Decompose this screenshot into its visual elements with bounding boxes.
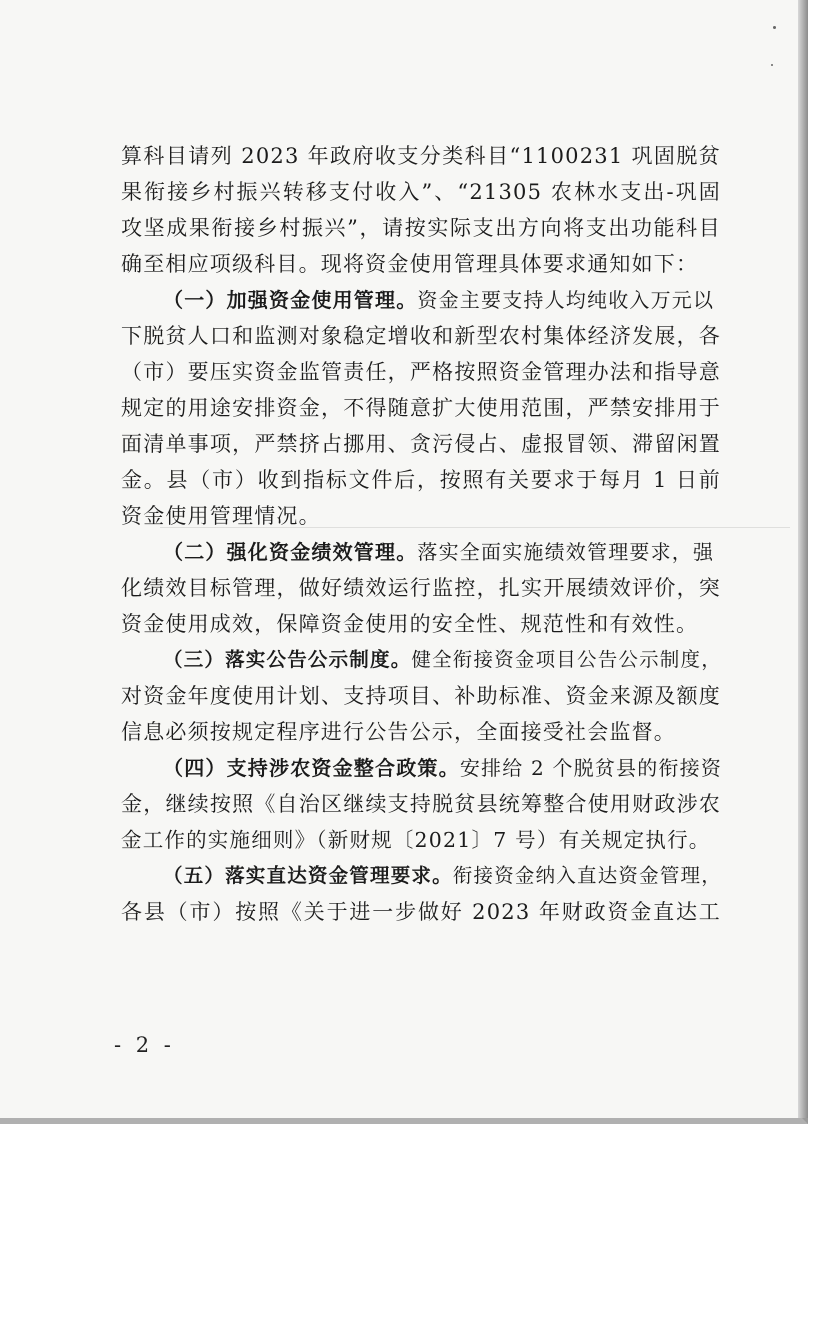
text-line: 金。县（市）收到指标文件后，按照有关要求于每月 1 日前	[121, 468, 721, 492]
section-heading: （一）加强资金使用管理。	[163, 288, 418, 312]
section-heading: （三）落实公告公示制度。	[163, 648, 412, 671]
text-line: 金，继续按照《自治区继续支持脱贫县统筹整合使用财政涉农	[121, 792, 721, 816]
text-line: 面清单事项，严禁挤占挪用、贪污侵占、虚报冒领、滞留闲置	[121, 432, 721, 456]
paragraph-first-line	[121, 858, 721, 894]
text-line: 规定的用途安排资金，不得随意扩大使用范围，严禁安排用于	[121, 396, 721, 420]
section-heading: （四）支持涉农资金整合政策。	[163, 756, 460, 780]
text-line: 金工作的实施细则》（新财规〔2021〕7 号）有关规定执行。	[121, 828, 711, 852]
scan-speck	[771, 64, 773, 66]
paragraph-first-line	[121, 282, 721, 318]
text-run: 落实全面实施绩效管理要求，强	[417, 540, 715, 564]
text-run: 衔接资金纳入直达资金管理，	[452, 864, 722, 887]
section-heading: （二）强化资金绩效管理。	[163, 540, 418, 564]
page-edge-shadow	[798, 0, 808, 1118]
text-line: 资金使用管理情况。	[121, 504, 321, 528]
scan-speck	[773, 26, 776, 29]
text-line: 果衔接乡村振兴转移支付收入”、“21305 农林水支出-巩固	[121, 180, 721, 204]
paragraph-first-line	[121, 642, 721, 678]
text-line: 算科目请列 2023 年政府收支分类科目“1100231 巩固脱贫	[121, 144, 721, 168]
text-line: （市）要压实资金监管责任，严格按照资金管理办法和指导意	[121, 360, 721, 384]
text-run: 资金主要支持人均纯收入万元以	[417, 288, 715, 312]
text-line: 确至相应项级科目。现将资金使用管理具体要求通知如下：	[121, 252, 699, 276]
text-line: 攻坚成果衔接乡村振兴”，请按实际支出方向将支出功能科目	[121, 216, 721, 240]
text-line: 各县（市）按照《关于进一步做好 2023 年财政资金直达工	[121, 900, 721, 924]
page-number: - 2 -	[114, 1033, 175, 1057]
section-heading: （五）落实直达资金管理要求。	[163, 864, 453, 887]
document-body	[121, 138, 721, 930]
text-line: 资金使用成效，保障资金使用的安全性、规范性和有效性。	[121, 612, 699, 636]
paragraph-first-line	[121, 750, 721, 786]
text-line: 信息必须按规定程序进行公告公示，全面接受社会监督。	[121, 720, 676, 744]
paragraph-first-line	[121, 534, 721, 570]
text-line: 化绩效目标管理，做好绩效运行监控，扎实开展绩效评价，突	[121, 576, 721, 600]
text-run: 安排给 2 个脱贫县的衔接资	[459, 756, 723, 780]
text-line: 对资金年度使用计划、支持项目、补助标准、资金来源及额度	[121, 684, 721, 708]
text-line: 下脱贫人口和监测对象稳定增收和新型农村集体经济发展，各	[121, 324, 721, 348]
text-run: 健全衔接资金项目公告公示制度，	[411, 648, 722, 671]
